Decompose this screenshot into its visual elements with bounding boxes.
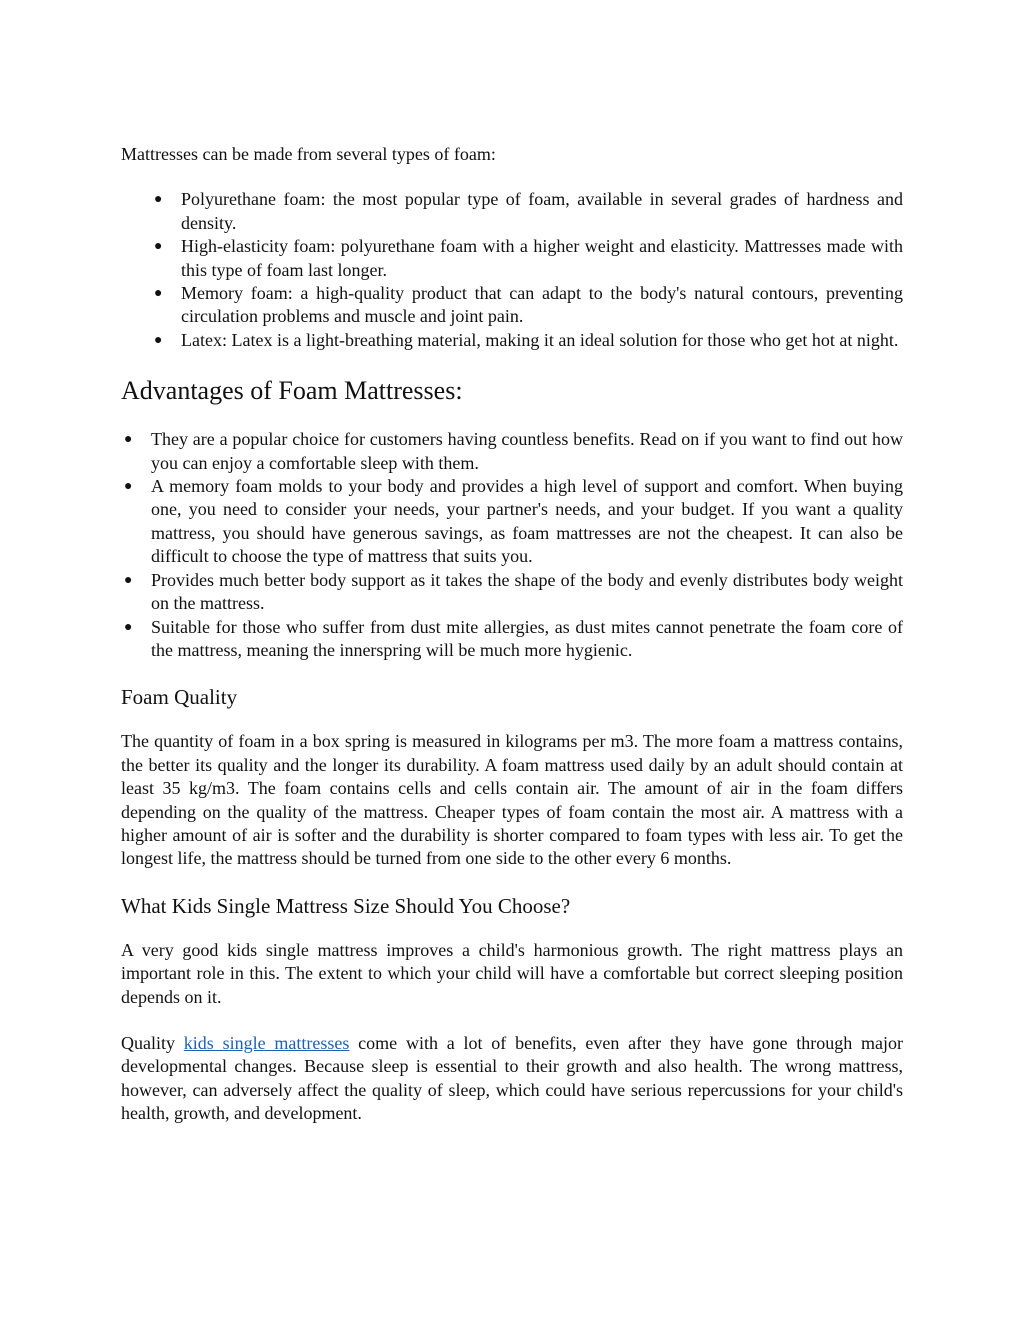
- list-item: [124, 569, 903, 616]
- list-item: [124, 475, 903, 569]
- list-item: [154, 282, 903, 329]
- kids-single-mattresses-link[interactable]: kids single mattresses: [183, 1032, 350, 1053]
- list-item-text: Latex: Latex is a light-breathing material, making it an ideal solution for those who get hot at night.: [181, 329, 899, 350]
- list-item-text: High-elasticity foam: polyurethane foam with a higher weight and elasticity. Mattresses made with this type of foam last longer.: [181, 236, 903, 280]
- list-item: [124, 616, 903, 663]
- bullet-icon: ●: [124, 479, 133, 495]
- foam-quality-paragraph: The quantity of foam in a box spring is measured in kilograms per m3. The more foam a mattress contains, the better its quality and the longer its durability. A foam mattress used daily by an adult should contain at least 35 kg/m3. The foam contains cells and cells contain air. The amount of air in the foam differs depending on the quality of the mattress. Cheaper types of foam contain the most air. A mattress with a higher amount of air is softer and the durability is shorter compared to foam types with less air. To get the longest life, the mattress should be turned from one side to the other every 6 months.: [121, 731, 903, 869]
- kids-size-paragraph-1: A very good kids single mattress improves a child's harmonious growth. The right mattress plays an important role in this. The extent to which your child will have a comfortable but correct sleeping position depends on it.: [121, 939, 903, 1007]
- bullet-icon: ●: [154, 286, 163, 302]
- foam-quality-heading: Foam Quality: [121, 685, 238, 710]
- bullet-icon: ●: [154, 239, 163, 255]
- list-item-text: A memory foam molds to your body and provides a high level of support and comfort. When buying one, you need to consider your needs, your partner's needs, and your budget. If you want a quality mattress, you should have generous savings, as foam mattresses are not the cheapest. It can also be difficult to choose the type of mattress that suits you.: [151, 476, 903, 567]
- document-page: [121, 143, 903, 1126]
- paragraph-text: Quality: [121, 1032, 184, 1053]
- list-item-text: They are a popular choice for customers having countless benefits. Read on if you want to find out how you can enjoy a comfortable sleep with them.: [151, 429, 903, 473]
- list-item-text: Provides much better body support as it takes the shape of the body and evenly distributes body weight on the mattress.: [151, 569, 903, 614]
- bullet-icon: ●: [124, 432, 133, 448]
- list-item: [154, 329, 903, 352]
- bullet-icon: ●: [124, 619, 133, 635]
- kids-size-heading: What Kids Single Mattress Size Should You Choose?: [121, 893, 571, 918]
- bullet-icon: ●: [154, 192, 163, 208]
- kids-size-paragraph-2: [121, 1032, 903, 1126]
- intro-paragraph: Mattresses can be made from several types of foam:: [121, 144, 496, 164]
- list-item-text: Polyurethane foam: the most popular type of foam, available in several grades of hardness and density.: [181, 189, 903, 233]
- list-item-text: Suitable for those who suffer from dust mite allergies, as dust mites cannot penetrate the foam core of the mattress, meaning the innerspring will be much more hygienic.: [151, 616, 903, 660]
- advantages-heading: Advantages of Foam Mattresses:: [121, 376, 463, 406]
- paragraph-text: come with a lot of benefits, even after they have gone through major developmental changes. Because sleep is essential to their growth and also health. The wrong mattress, however, can adversely affect the quality of sleep, which could have serious repercussions for your child's health, growth, and development.: [121, 1032, 904, 1124]
- foam-types-list: [121, 188, 903, 352]
- list-item: [124, 428, 903, 475]
- list-item: [154, 235, 903, 282]
- advantages-list: [121, 428, 903, 662]
- bullet-icon: ●: [154, 332, 163, 348]
- list-item: [154, 188, 903, 235]
- bullet-icon: ●: [124, 572, 133, 588]
- list-item-text: Memory foam: a high-quality product that can adapt to the body's natural contours, preventing circulation problems and muscle and joint pain.: [181, 283, 903, 327]
